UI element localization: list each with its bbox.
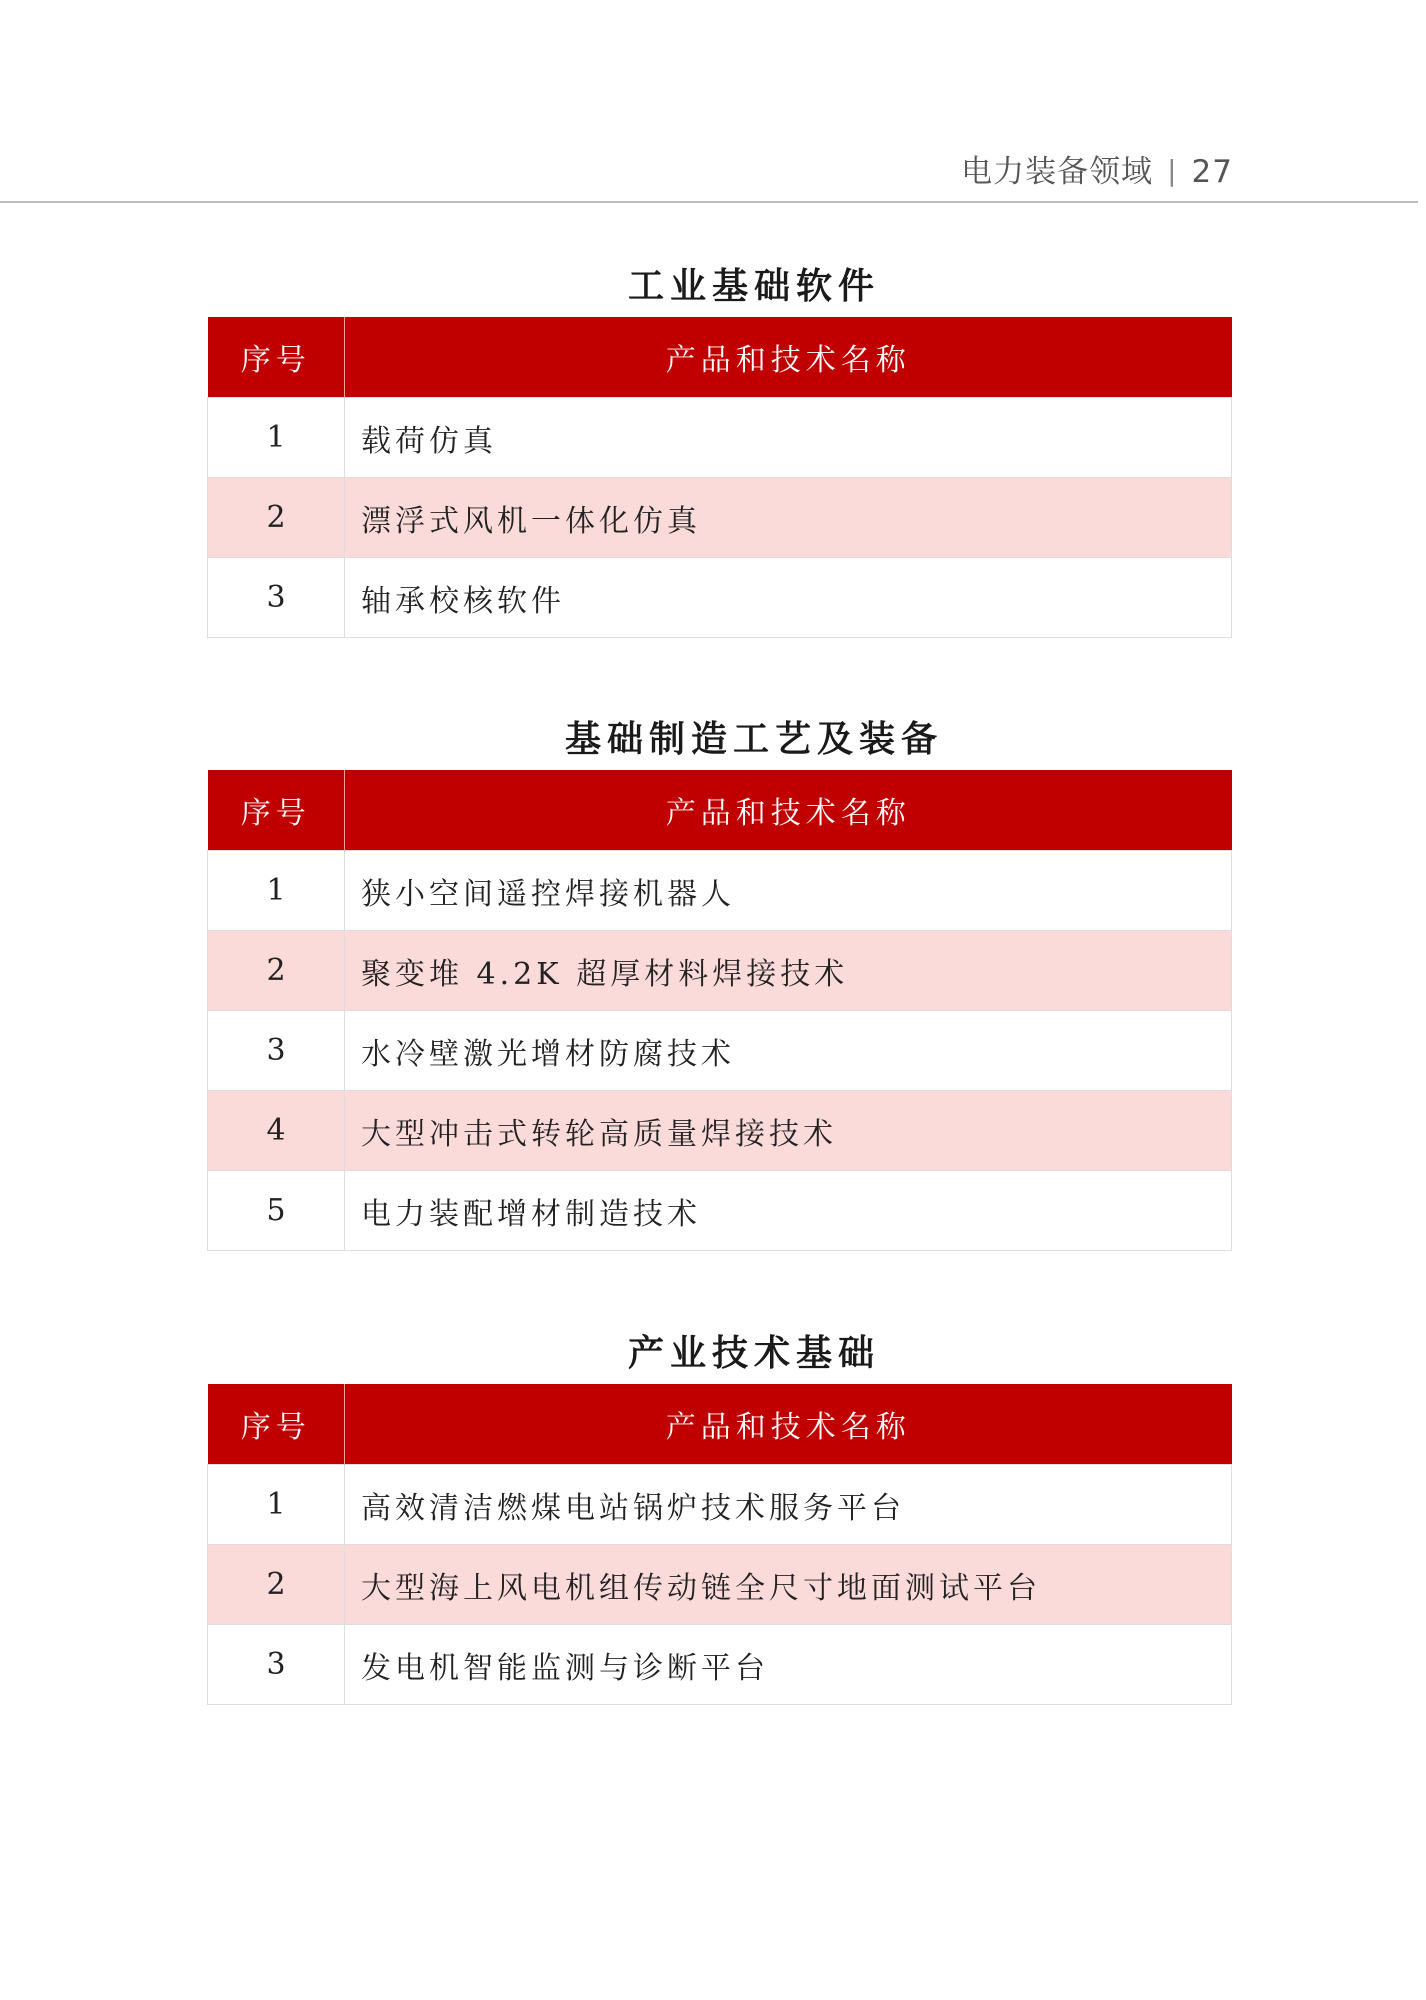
column-header-number: 序号 (208, 317, 345, 398)
column-header-name: 产品和技术名称 (345, 317, 1232, 398)
row-name: 载荷仿真 (345, 398, 1232, 478)
table-row (208, 1011, 1232, 1091)
section-title: 基础制造工艺及装备 (564, 718, 943, 760)
row-name: 大型冲击式转轮高质量焊接技术 (345, 1091, 1232, 1171)
section-industrial-technology-foundation (207, 1328, 1231, 1705)
header-section-name: 电力装备领域 (961, 154, 1154, 190)
table-header-row (208, 317, 1232, 398)
table-row (208, 1625, 1232, 1705)
column-header-number: 序号 (208, 1384, 345, 1465)
column-header-name: 产品和技术名称 (345, 770, 1232, 851)
product-table (207, 770, 1232, 1251)
row-number: 3 (208, 558, 345, 638)
row-number: 2 (208, 931, 345, 1011)
product-table (207, 317, 1232, 638)
row-number: 1 (208, 398, 345, 478)
row-name: 发电机智能监测与诊断平台 (345, 1625, 1232, 1705)
section-title: 产业技术基础 (627, 1332, 880, 1374)
section-manufacturing-processes (207, 714, 1231, 1251)
row-name: 轴承校核软件 (345, 558, 1232, 638)
table-row (208, 1171, 1232, 1251)
table-row (208, 1091, 1232, 1171)
section-industrial-software (207, 261, 1231, 638)
table-header-row (208, 1384, 1232, 1465)
table-row (208, 1545, 1232, 1625)
row-number: 1 (208, 1465, 345, 1545)
product-table (207, 1384, 1232, 1705)
row-number: 2 (208, 478, 345, 558)
row-number: 1 (208, 851, 345, 931)
row-number: 2 (208, 1545, 345, 1625)
row-name: 水冷壁激光增材防腐技术 (345, 1011, 1232, 1091)
table-row (208, 558, 1232, 638)
row-name: 大型海上风电机组传动链全尺寸地面测试平台 (345, 1545, 1232, 1625)
row-number: 3 (208, 1625, 345, 1705)
row-number: 5 (208, 1171, 345, 1251)
column-header-name: 产品和技术名称 (345, 1384, 1232, 1465)
column-header-number: 序号 (208, 770, 345, 851)
row-number: 4 (208, 1091, 345, 1171)
row-name: 高效清洁燃煤电站锅炉技术服务平台 (345, 1465, 1232, 1545)
header-rule (0, 201, 1418, 203)
row-name: 狭小空间遥控焊接机器人 (345, 851, 1232, 931)
table-row (208, 931, 1232, 1011)
table-row (208, 478, 1232, 558)
row-number: 3 (208, 1011, 345, 1091)
row-name: 聚变堆 4.2K 超厚材料焊接技术 (345, 931, 1232, 1011)
table-header-row (208, 770, 1232, 851)
section-title: 工业基础软件 (627, 265, 880, 307)
page-header (0, 0, 1426, 203)
running-header (961, 146, 1233, 191)
table-row (208, 398, 1232, 478)
row-name: 漂浮式风机一体化仿真 (345, 478, 1232, 558)
table-row (208, 1465, 1232, 1545)
row-name: 电力装配增材制造技术 (345, 1171, 1232, 1251)
header-separator: | (1167, 154, 1178, 187)
table-row (208, 851, 1232, 931)
page-number: 27 (1191, 154, 1233, 190)
